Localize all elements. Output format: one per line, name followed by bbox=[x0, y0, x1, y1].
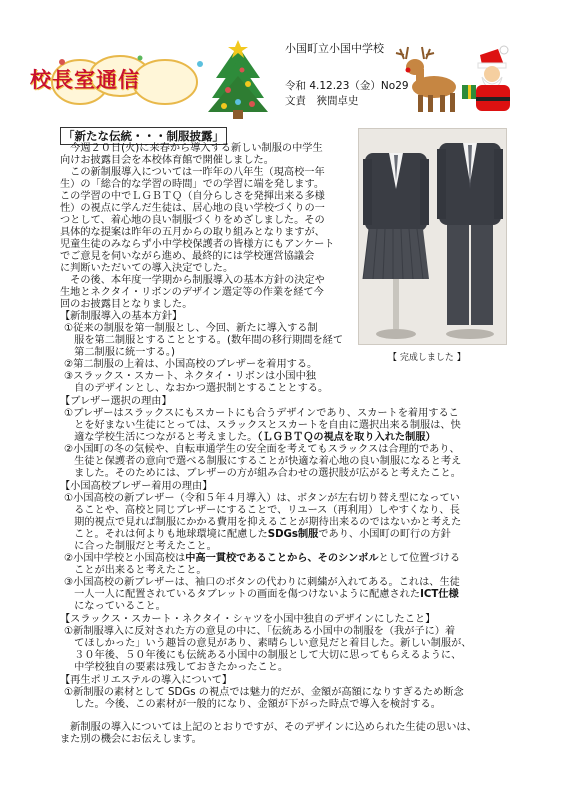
uniform-photo-image bbox=[359, 129, 506, 344]
section1-line-5: ③スラックス・スカート、ネクタイ・リボンは小国中独 bbox=[64, 371, 316, 382]
section3-line-5: に合った制服だと考えたこと。 bbox=[64, 541, 217, 552]
section2-line-3-text: 適な学校生活につながると考えました。 bbox=[64, 432, 258, 443]
section1-line-1: ①従来の制服を第一制服とし、今回、新たに導入する制 bbox=[64, 323, 318, 334]
ikkan-emphasis: 中高一貫校であることから、そのシンボル bbox=[185, 553, 379, 564]
section3-line-6-tail: として位置づける bbox=[378, 553, 461, 564]
article-headline: 「新たな伝統・・・制服披露」 bbox=[60, 127, 227, 145]
section3-line-8: ③小国高校の新ブレザーは、袖口のボタンの代わりに刺繍が入れてある。これは、生徒 bbox=[64, 577, 460, 588]
closing-line-2: また別の機会にお伝えします。 bbox=[60, 734, 202, 745]
newsletter-title: 校長室通信 bbox=[30, 68, 140, 92]
section2-title: 【ブレザー選択の理由】 bbox=[60, 396, 172, 407]
section5-line-2: した。今後、この素材が一般的になり、金額が下がった時点で導入を検討する。 bbox=[64, 699, 441, 710]
uniform-photo bbox=[358, 128, 507, 345]
christmas-tree-icon bbox=[208, 40, 268, 120]
section3-line-9 bbox=[64, 589, 459, 601]
section2-emphasis: （ＬＧＢＴＱの視点を取り入れた制服） bbox=[257, 432, 436, 443]
intro-line-12: その後、本年度一学期から制服導入の基本方針の決定や bbox=[60, 275, 325, 286]
section2-line-2: とを好まない生徒にとっては、スラックスとスカートを自由に選択出来る制服は、快 bbox=[64, 420, 461, 431]
section1-line-2: 服を第二制服とすることとする。(数年間の移行期間を経て bbox=[64, 335, 344, 346]
section3-line-3: 期的視点で見れば制服にかかる費用を抑えることが期待出来るのではないかと考えた bbox=[64, 517, 462, 528]
intro-line-13: 生地とネクタイ・リボンのデザイン選定等の作業を経て今 bbox=[60, 287, 324, 298]
intro-line-11: に判断いただいての導入決定でした。 bbox=[60, 263, 234, 274]
section4-title: 【スラックス・スカート・ネクタイ・シャツを小国中独自のデザインにしたこと】 bbox=[60, 614, 436, 625]
section3-line-7: ことが出来ると考えたこと。 bbox=[64, 565, 207, 576]
section4-line-2: てほしかった」いう趣旨の意見があり、素晴らしい意見だと着目した。新しい制服が、 bbox=[64, 638, 472, 649]
ict-emphasis: ICT仕様 bbox=[420, 589, 459, 600]
santa-icon bbox=[460, 45, 520, 115]
section2-line-3 bbox=[64, 432, 436, 444]
section3-title: 【小国高校ブレザー着用の理由】 bbox=[60, 481, 213, 492]
issue-date: 令和 4.12.23（金）No29 bbox=[285, 80, 409, 92]
intro-line-4: 生）の「総合的な学習の時間」での学習に端を発します。 bbox=[60, 179, 325, 190]
section5-title: 【再生ポリエステルの導入について】 bbox=[60, 675, 233, 686]
section3-line-4 bbox=[64, 529, 451, 541]
section4-line-1: ①新制服導入に反対された方の意見の中に、「伝統ある小国中の制服を（我が子に）着 bbox=[64, 626, 456, 637]
section2-line-1: ①ブレザーはスラックスにもスカートにも合うデザインであり、スカートを着用するこ bbox=[64, 408, 459, 419]
section2-line-6: ました。そのためには、ブレザーの方が組み合わせの選択肢が広がると考えたこと。 bbox=[64, 468, 461, 479]
reindeer-icon bbox=[390, 45, 465, 115]
section2-line-5: 生徒と保護者の意向で選べる制服にすることが快適な着心地の良い制服になると考え bbox=[64, 456, 462, 467]
section1-line-6: 自のデザインとし、なおかつ選択制とすることとする。 bbox=[64, 383, 329, 394]
sdgs-emphasis: SDGs制服 bbox=[267, 529, 319, 540]
section3-line-10: になっていること。 bbox=[64, 601, 166, 612]
section5-line-1: ①新制服の素材として SDGs の視点では魅力的だが、金額が高額になりすぎるため断念 bbox=[64, 687, 464, 698]
intro-line-10: でご意見を伺いながら進め、最終的には学校運営協議会 bbox=[60, 251, 315, 262]
section3-line-4-tail: であり、小国町の町行の方針 bbox=[318, 529, 451, 540]
intro-line-2: 向けお披露目会を本校体育館で開催しました。 bbox=[60, 155, 274, 166]
closing-line-1: 新制服の導入については上記のとおりですが、そのデザインに込められた生徒の思いは、 bbox=[60, 722, 477, 733]
school-name: 小国町立小国中学校 bbox=[285, 42, 384, 55]
section3-line-4-text: こと。それは何よりも地球環境に配慮した bbox=[64, 529, 268, 540]
section1-line-4: ②第二制服の上着は、小国高校のブレザーを着用する。 bbox=[64, 359, 318, 370]
intro-line-9: 児童生徒のみならず小中学校保護者の皆様方にもアンケート bbox=[60, 239, 335, 250]
section3-line-6-text: ②小国中学校と小国高校は bbox=[64, 553, 186, 564]
photo-caption: 【 完成しました 】 bbox=[388, 353, 466, 363]
author-line: 文責 狹間卓史 bbox=[285, 95, 359, 107]
section3-line-2: ることや、高校と同じブレザーにすることで、リユース（再利用）しやすくなり、長 bbox=[64, 505, 460, 516]
intro-line-5: この学習の中でＬＧＢＴＱ（自分らしさを発揮出来る多様 bbox=[60, 191, 325, 202]
section4-line-3: ３０年後、５０年後にも伝統ある小国中の制服として大切に思ってもらえるように、 bbox=[64, 650, 462, 661]
section2-line-4: ②小国町の冬の気候や、自転車通学生の安全面を考えてもスラックスは合理的であり、 bbox=[64, 444, 460, 455]
section3-line-1: ①小国高校の新ブレザー（令和５年４月導入）は、ボタンが左右切り替え型になってい bbox=[64, 493, 460, 504]
section1-title: 【新制服導入の基本方針】 bbox=[60, 311, 183, 322]
section3-line-6 bbox=[64, 553, 460, 565]
intro-line-8: 具体的な提案は昨年の五月からの取り組みとなりますが、 bbox=[60, 227, 325, 238]
intro-line-6: 性）の視点に学んだ生徒は、居心地の良い学校づくりの一 bbox=[60, 203, 325, 214]
section3-line-9-text: 一人一人に配置されているタブレットの画面を傷つけないように配慮された bbox=[64, 589, 421, 600]
intro-line-3: この新制服導入については一昨年の八年生（現高校一年 bbox=[60, 167, 325, 178]
intro-line-7: つとして、着心地の良い制服づくりをめざしました。その bbox=[60, 215, 325, 226]
intro-line-1: 今週２０日(火)に来春から導入する新しい制服の中学生 bbox=[60, 143, 323, 154]
section4-line-4: 中学校独自の要素は残しておきたかったこと。 bbox=[64, 662, 289, 673]
intro-line-14: 回のお披露目となりました。 bbox=[60, 299, 193, 310]
section1-line-3: 第二制服に統一する。) bbox=[64, 347, 175, 358]
